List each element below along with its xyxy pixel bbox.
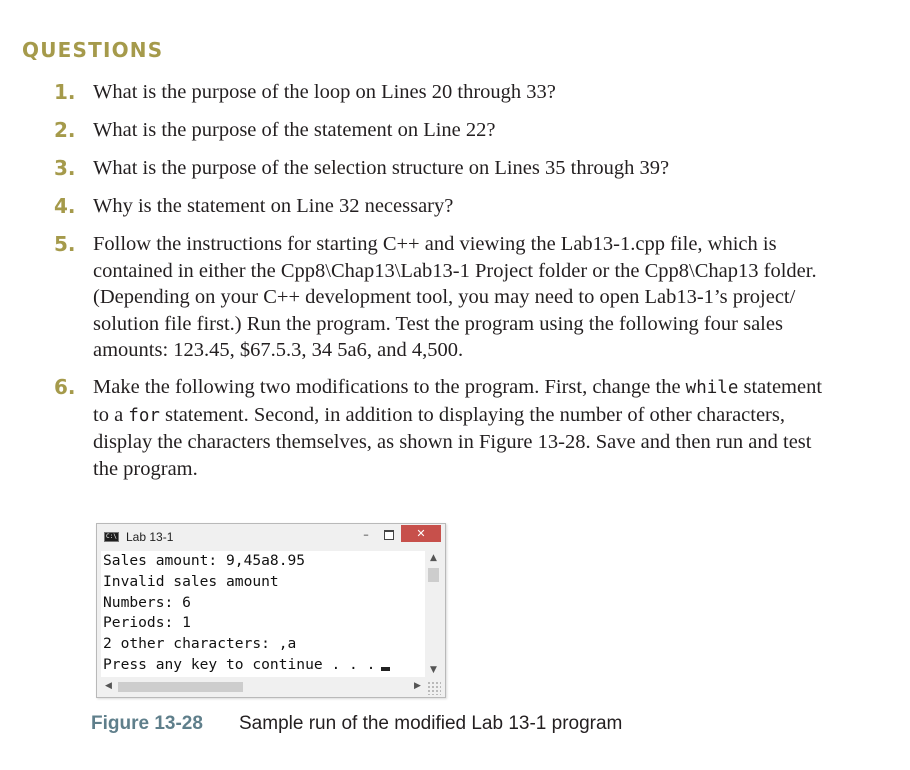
scroll-left-icon[interactable]: ◀ [105, 681, 112, 691]
question-line: solution file first.) Run the program. Test the program using the following four sales [93, 312, 783, 335]
question-text [93, 231, 893, 364]
console-output[interactable] [101, 551, 425, 677]
console-line: Invalid sales amount [103, 572, 279, 590]
question-line [93, 374, 893, 402]
resize-grip-icon[interactable] [427, 681, 441, 695]
console-line: 2 other characters: ,a [103, 635, 297, 653]
question-text: What is the purpose of the selection structure on Lines 35 through 39? [93, 157, 670, 179]
vertical-scrollbar[interactable] [425, 551, 442, 678]
question-number: 3. [54, 156, 76, 180]
horizontal-scroll-thumb[interactable] [118, 682, 243, 692]
question-text: What is the purpose of the statement on Line 22? [93, 119, 496, 141]
line-text: statement [738, 376, 823, 398]
figure-label: Figure 13-28 [91, 713, 203, 734]
line-text: statement. Second, in addition to displaying the number of other characters, [159, 403, 785, 426]
console-prompt: Press any key to continue . . . [103, 655, 376, 673]
code-keyword-for: for [128, 405, 160, 426]
horizontal-scrollbar[interactable] [101, 678, 425, 695]
question-line: amounts: 123.45, $67.5.3, 34 5a6, and 4,500. [93, 339, 464, 361]
console-line: Numbers: 6 [103, 593, 191, 611]
line-text: to a [93, 403, 129, 426]
line-text: Make the following two modifications to the program. First, change the [93, 376, 686, 398]
console-line-last [101, 655, 425, 676]
console-line: Periods: 1 [103, 614, 191, 632]
question-number: 4. [54, 194, 76, 218]
window-title: Lab 13-1 [126, 530, 174, 544]
questions-heading: QUESTIONS [22, 38, 164, 62]
question-line: the program. [93, 457, 198, 480]
question-line: display the characters themselves, as shown in Figure 13-28. Save and then run and test [93, 431, 812, 453]
question-line: Follow the instructions for starting C++ and viewing the Lab13-1.cpp file, which is [93, 233, 777, 255]
window-titlebar[interactable] [97, 524, 445, 550]
question-number: 6. [54, 375, 76, 399]
question-number: 2. [54, 118, 76, 142]
text-cursor [381, 667, 390, 671]
console-window [96, 523, 446, 698]
question-number: 5. [54, 232, 76, 256]
console-line: Sales amount: 9,45a8.95 [103, 552, 306, 569]
figure-caption: Sample run of the modified Lab 13-1 program [239, 713, 623, 734]
question-number: 1. [54, 80, 76, 104]
question-text [93, 374, 893, 482]
question-text: What is the purpose of the loop on Lines 20 through 33? [93, 81, 556, 103]
minimize-button[interactable]: – [363, 528, 369, 541]
close-button[interactable]: ✕ [401, 525, 441, 542]
code-keyword-while: while [685, 378, 739, 398]
question-line: contained in either the Cpp8\Chap13\Lab13-1 Project folder or the Cpp8\Chap13 folder. [93, 259, 817, 282]
scroll-down-icon[interactable]: ▼ [430, 665, 437, 675]
question-text: Why is the statement on Line 32 necessary? [93, 195, 454, 217]
console-app-icon: C:\ [104, 532, 119, 542]
maximize-button[interactable] [384, 530, 394, 540]
vertical-scroll-thumb[interactable] [428, 568, 439, 582]
scroll-up-icon[interactable]: ▲ [430, 553, 437, 563]
question-line [93, 402, 893, 430]
scroll-right-icon[interactable]: ▶ [414, 681, 421, 691]
question-line: (Depending on your C++ development tool, you may need to open Lab13-1’s project/ [93, 286, 796, 308]
